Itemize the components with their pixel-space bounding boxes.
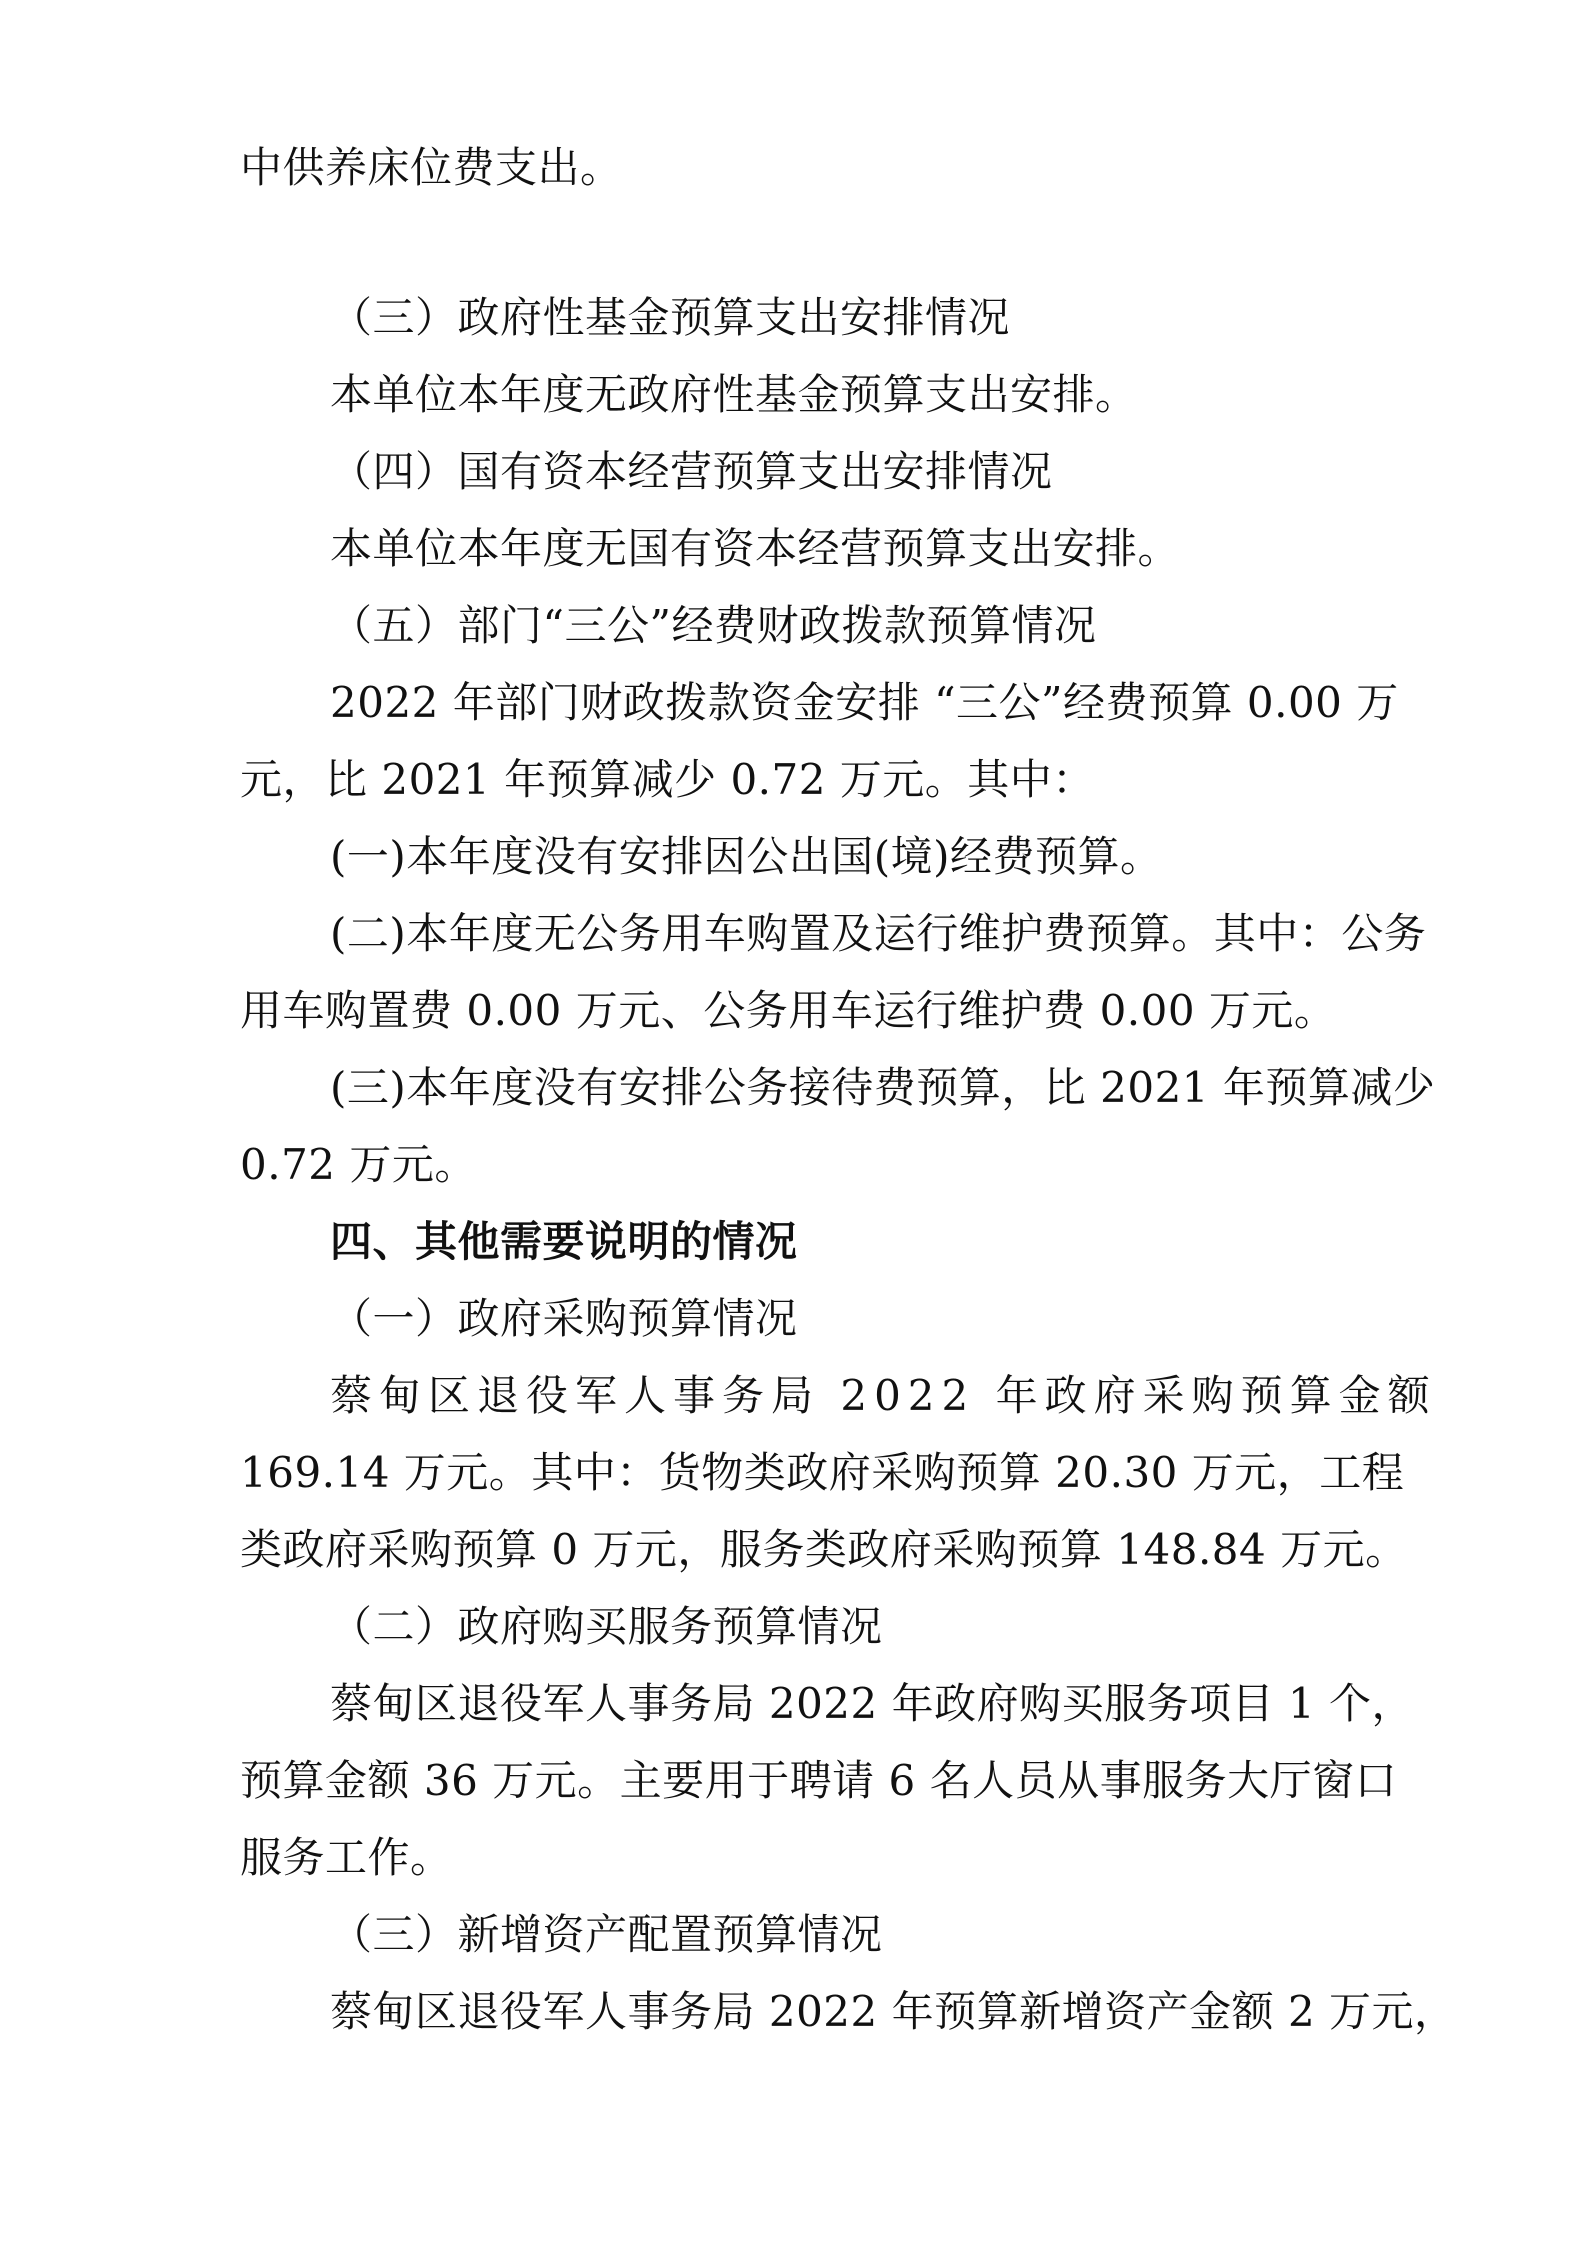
text-line: 类政府采购预算 0 万元，服务类政府采购预算 148.84 万元。	[240, 1525, 1408, 1574]
text-line: 用车购置费 0.00 万元、公务用车运行维护费 0.00 万元。	[240, 986, 1337, 1035]
section-heading: （二）政府购买服务预算情况	[330, 1602, 883, 1651]
text-line: (二)本年度无公务用车购置及运行维护费预算。其中：公务	[330, 909, 1427, 958]
text-line: 蔡甸区退役军人事务局 2022 年政府购买服务项目 1 个，	[330, 1679, 1415, 1728]
text-line: 预算金额 36 万元。主要用于聘请 6 名人员从事服务大厅窗口	[240, 1756, 1398, 1805]
text-line: 元，比 2021 年预算减少 0.72 万元。其中：	[240, 755, 1095, 804]
text-line: (一)本年度没有安排因公出国(境)经费预算。	[330, 832, 1163, 881]
chapter-heading: 四、其他需要说明的情况	[330, 1217, 798, 1266]
text-line: 本单位本年度无政府性基金预算支出安排。	[330, 370, 1138, 419]
text-line: 中供养床位费支出。	[240, 143, 623, 192]
text-line: 169.14 万元。其中：货物类政府采购预算 20.30 万元，工程	[240, 1448, 1405, 1497]
text-line: 2022 年部门财政拨款资金安排 “三公”经费预算 0.00 万	[330, 678, 1399, 727]
section-heading: （三）新增资产配置预算情况	[330, 1910, 883, 1959]
text-line: 蔡甸区退役军人事务局 2022 年预算新增资产金额 2 万元，	[330, 1987, 1457, 2036]
text-line: 本单位本年度无国有资本经营预算支出安排。	[330, 524, 1181, 573]
text-line: 蔡甸区退役军人事务局 2022 年政府采购预算金额	[330, 1371, 1437, 1420]
section-heading: （四）国有资本经营预算支出安排情况	[330, 447, 1053, 496]
text-line: (三)本年度没有安排公务接待费预算，比 2021 年预算减少	[330, 1063, 1436, 1112]
text-line: 0.72 万元。	[240, 1140, 477, 1189]
section-heading: （三）政府性基金预算支出安排情况	[330, 293, 1011, 342]
section-heading: （五）部门“三公”经费财政拨款预算情况	[330, 601, 1097, 650]
text-line: 服务工作。	[240, 1833, 453, 1882]
section-heading: （一）政府采购预算情况	[330, 1294, 798, 1343]
